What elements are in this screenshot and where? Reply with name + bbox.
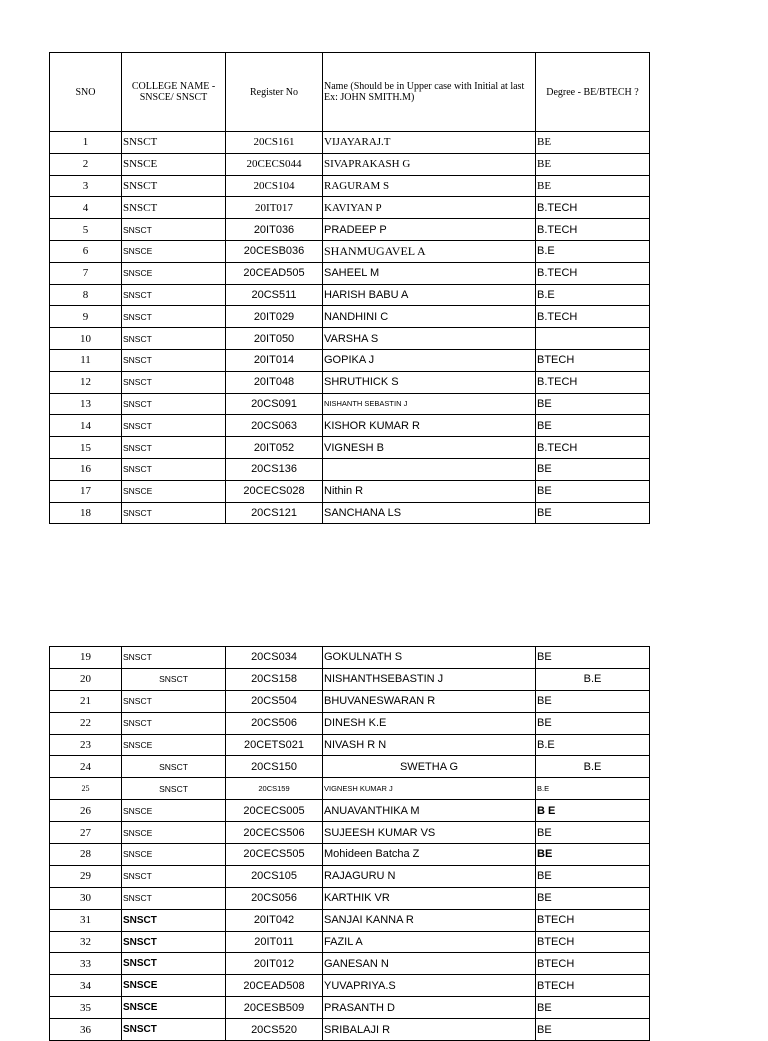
row-degree: BE (536, 690, 650, 712)
row-degree: B.E (536, 668, 650, 690)
student-table-2 (49, 646, 650, 1041)
row-sno: 20 (50, 668, 122, 690)
row-degree: BE (536, 458, 650, 480)
row-register-no: 20CS511 (226, 284, 323, 306)
row-sno: 22 (50, 712, 122, 734)
row-name: YUVAPRIYA.S (323, 975, 536, 997)
table-row (50, 690, 650, 712)
row-college: SNSCT (122, 371, 226, 393)
row-degree: BTECH (536, 953, 650, 975)
table-row (50, 306, 650, 328)
row-sno: 9 (50, 306, 122, 328)
row-sno: 34 (50, 975, 122, 997)
row-degree: BE (536, 647, 650, 669)
row-degree: BE (536, 887, 650, 909)
row-sno: 11 (50, 349, 122, 371)
row-name: NIVASH R N (323, 734, 536, 756)
row-sno: 25 (50, 778, 122, 800)
row-name: GOKULNATH S (323, 647, 536, 669)
row-name: VARSHA S (323, 328, 536, 350)
row-name: VIJAYARAJ.T (323, 132, 536, 154)
row-sno: 35 (50, 997, 122, 1019)
row-register-no: 20CECS044 (226, 153, 323, 175)
row-degree: BE (536, 132, 650, 154)
row-register-no: 20CS161 (226, 132, 323, 154)
row-register-no: 20IT042 (226, 909, 323, 931)
table-row (50, 437, 650, 459)
row-name: Mohideen Batcha Z (323, 844, 536, 866)
row-sno: 30 (50, 887, 122, 909)
table-row (50, 822, 650, 844)
row-sno: 24 (50, 756, 122, 778)
row-degree: B.E (536, 756, 650, 778)
row-register-no: 20IT012 (226, 953, 323, 975)
row-sno: 10 (50, 328, 122, 350)
row-sno: 6 (50, 240, 122, 262)
row-name (323, 458, 536, 480)
table-row (50, 371, 650, 393)
table-row (50, 284, 650, 306)
row-name: FAZIL A (323, 931, 536, 953)
table-row (50, 328, 650, 350)
row-degree: BE (536, 822, 650, 844)
row-college: SNSCT (122, 458, 226, 480)
row-college: SNSCE (122, 240, 226, 262)
row-sno: 7 (50, 262, 122, 284)
row-register-no: 20CS104 (226, 175, 323, 197)
table-row (50, 415, 650, 437)
row-college: SNSCT (122, 132, 226, 154)
row-college: SNSCT (122, 865, 226, 887)
row-name: SRIBALAJI R (323, 1019, 536, 1041)
row-degree: BE (536, 415, 650, 437)
table-row (50, 712, 650, 734)
row-name: RAGURAM S (323, 175, 536, 197)
table-row (50, 975, 650, 997)
row-college: SNSCT (122, 931, 226, 953)
row-college: SNSCT (122, 328, 226, 350)
row-degree: BE (536, 175, 650, 197)
row-register-no: 20CECS506 (226, 822, 323, 844)
row-degree (536, 328, 650, 350)
row-degree: B.TECH (536, 197, 650, 219)
row-sno: 19 (50, 647, 122, 669)
table-row (50, 153, 650, 175)
row-sno: 26 (50, 800, 122, 822)
row-college: SNSCT (122, 953, 226, 975)
row-name: KARTHIK VR (323, 887, 536, 909)
row-sno: 5 (50, 219, 122, 241)
row-register-no: 20IT017 (226, 197, 323, 219)
row-sno: 12 (50, 371, 122, 393)
row-college: SNSCT (122, 306, 226, 328)
row-degree: B.E (536, 734, 650, 756)
row-degree: B.E (536, 240, 650, 262)
row-degree: BE (536, 997, 650, 1019)
row-sno: 2 (50, 153, 122, 175)
row-name: SHANMUGAVEL A (323, 240, 536, 262)
row-name: Nithin R (323, 480, 536, 502)
row-college: SNSCT (122, 647, 226, 669)
table-row (50, 458, 650, 480)
row-name: SAHEEL M (323, 262, 536, 284)
row-register-no: 20IT052 (226, 437, 323, 459)
row-sno: 15 (50, 437, 122, 459)
table-row (50, 240, 650, 262)
row-register-no: 20CS136 (226, 458, 323, 480)
row-college: SNSCT (122, 668, 226, 690)
row-name: BHUVANESWARAN R (323, 690, 536, 712)
row-name: KISHOR KUMAR R (323, 415, 536, 437)
row-name: NANDHINI C (323, 306, 536, 328)
row-college: SNSCT (122, 887, 226, 909)
row-name: SANCHANA LS (323, 502, 536, 524)
row-degree: BE (536, 393, 650, 415)
row-college: SNSCT (122, 778, 226, 800)
row-register-no: 20CS159 (226, 778, 323, 800)
row-register-no: 20CS121 (226, 502, 323, 524)
header-degree: Degree - BE/BTECH ? (536, 53, 650, 132)
row-college: SNSCT (122, 175, 226, 197)
row-sno: 31 (50, 909, 122, 931)
row-name: SHRUTHICK S (323, 371, 536, 393)
row-sno: 1 (50, 132, 122, 154)
row-college: SNSCT (122, 502, 226, 524)
row-college: SNSCT (122, 415, 226, 437)
row-degree: BTECH (536, 909, 650, 931)
row-sno: 13 (50, 393, 122, 415)
row-degree: BTECH (536, 975, 650, 997)
row-degree: BE (536, 712, 650, 734)
row-register-no: 20IT014 (226, 349, 323, 371)
row-register-no: 20CS063 (226, 415, 323, 437)
header-sno: SNO (50, 53, 122, 132)
row-degree: B.TECH (536, 262, 650, 284)
row-degree: B.TECH (536, 306, 650, 328)
row-name: NISHANTH SEBASTIN J (323, 393, 536, 415)
row-register-no: 20CS150 (226, 756, 323, 778)
table-row (50, 1019, 650, 1041)
row-college: SNSCT (122, 219, 226, 241)
row-college: SNSCE (122, 844, 226, 866)
header-college: COLLEGE NAME - SNSCE/ SNSCT (122, 53, 226, 132)
table-header-row (50, 53, 650, 132)
row-register-no: 20CECS505 (226, 844, 323, 866)
row-college: SNSCE (122, 153, 226, 175)
table-row (50, 647, 650, 669)
row-college: SNSCE (122, 800, 226, 822)
row-name: SUJEESH KUMAR VS (323, 822, 536, 844)
row-college: SNSCT (122, 756, 226, 778)
row-register-no: 20CS520 (226, 1019, 323, 1041)
row-name: SIVAPRAKASH G (323, 153, 536, 175)
row-college: SNSCE (122, 734, 226, 756)
row-sno: 17 (50, 480, 122, 502)
table-row (50, 132, 650, 154)
row-register-no: 20CESB036 (226, 240, 323, 262)
row-degree: BE (536, 480, 650, 502)
table-row (50, 175, 650, 197)
row-sno: 29 (50, 865, 122, 887)
table-row (50, 393, 650, 415)
row-college: SNSCT (122, 284, 226, 306)
table-row (50, 756, 650, 778)
row-college: SNSCT (122, 690, 226, 712)
table-row (50, 931, 650, 953)
row-register-no: 20IT029 (226, 306, 323, 328)
row-name: GANESAN N (323, 953, 536, 975)
row-name: VIGNESH KUMAR J (323, 778, 536, 800)
table-row (50, 349, 650, 371)
row-sno: 18 (50, 502, 122, 524)
row-register-no: 20CS158 (226, 668, 323, 690)
table-row (50, 844, 650, 866)
row-name: HARISH BABU A (323, 284, 536, 306)
row-degree: B E (536, 800, 650, 822)
row-register-no: 20CEAD508 (226, 975, 323, 997)
row-register-no: 20CS091 (226, 393, 323, 415)
row-register-no: 20CS105 (226, 865, 323, 887)
row-degree: BE (536, 844, 650, 866)
row-degree: BE (536, 865, 650, 887)
row-degree: BE (536, 1019, 650, 1041)
row-name: DINESH K.E (323, 712, 536, 734)
row-register-no: 20CS504 (226, 690, 323, 712)
row-sno: 21 (50, 690, 122, 712)
row-sno: 4 (50, 197, 122, 219)
row-degree: BE (536, 502, 650, 524)
row-degree: B.E (536, 284, 650, 306)
row-name: KAVIYAN P (323, 197, 536, 219)
table-row (50, 865, 650, 887)
row-name: PRASANTH D (323, 997, 536, 1019)
row-degree: B.TECH (536, 219, 650, 241)
table-row (50, 502, 650, 524)
row-college: SNSCE (122, 822, 226, 844)
row-register-no: 20CS506 (226, 712, 323, 734)
row-degree: B.TECH (536, 371, 650, 393)
row-college: SNSCT (122, 1019, 226, 1041)
row-register-no: 20CECS028 (226, 480, 323, 502)
row-college: SNSCE (122, 975, 226, 997)
row-degree: BTECH (536, 349, 650, 371)
table-row (50, 734, 650, 756)
table-row (50, 953, 650, 975)
row-college: SNSCT (122, 197, 226, 219)
row-sno: 14 (50, 415, 122, 437)
row-register-no: 20IT050 (226, 328, 323, 350)
row-sno: 8 (50, 284, 122, 306)
row-college: SNSCT (122, 712, 226, 734)
table-row (50, 219, 650, 241)
row-register-no: 20CS034 (226, 647, 323, 669)
table-row (50, 668, 650, 690)
row-sno: 33 (50, 953, 122, 975)
row-college: SNSCE (122, 480, 226, 502)
table-row (50, 262, 650, 284)
header-name: Name (Should be in Upper case with Initial at last Ex: JOHN SMITH.M) (323, 53, 536, 132)
row-degree: BE (536, 153, 650, 175)
row-sno: 3 (50, 175, 122, 197)
row-college: SNSCE (122, 997, 226, 1019)
row-register-no: 20CETS021 (226, 734, 323, 756)
header-register: Register No (226, 53, 323, 132)
table-row (50, 800, 650, 822)
row-name: NISHANTHSEBASTIN J (323, 668, 536, 690)
table-row (50, 778, 650, 800)
row-register-no: 20IT011 (226, 931, 323, 953)
table-row (50, 197, 650, 219)
row-name: VIGNESH B (323, 437, 536, 459)
row-sno: 27 (50, 822, 122, 844)
row-degree: B.TECH (536, 437, 650, 459)
row-college: SNSCT (122, 349, 226, 371)
row-college: SNSCE (122, 262, 226, 284)
row-college: SNSCT (122, 393, 226, 415)
row-register-no: 20CS056 (226, 887, 323, 909)
row-name: ANUAVANTHIKA M (323, 800, 536, 822)
row-register-no: 20CECS005 (226, 800, 323, 822)
row-name: GOPIKA J (323, 349, 536, 371)
row-register-no: 20IT036 (226, 219, 323, 241)
table-row (50, 480, 650, 502)
row-college: SNSCT (122, 909, 226, 931)
row-name: SANJAI KANNA R (323, 909, 536, 931)
row-sno: 36 (50, 1019, 122, 1041)
row-name: PRADEEP P (323, 219, 536, 241)
row-sno: 28 (50, 844, 122, 866)
row-college: SNSCT (122, 437, 226, 459)
row-name: RAJAGURU N (323, 865, 536, 887)
row-degree: B.E (536, 778, 650, 800)
table-row (50, 997, 650, 1019)
row-sno: 23 (50, 734, 122, 756)
student-table-1 (49, 52, 650, 524)
row-register-no: 20CEAD505 (226, 262, 323, 284)
table-row (50, 909, 650, 931)
row-sno: 32 (50, 931, 122, 953)
row-register-no: 20CESB509 (226, 997, 323, 1019)
row-register-no: 20IT048 (226, 371, 323, 393)
row-sno: 16 (50, 458, 122, 480)
table-row (50, 887, 650, 909)
row-name: SWETHA G (323, 756, 536, 778)
row-degree: BTECH (536, 931, 650, 953)
